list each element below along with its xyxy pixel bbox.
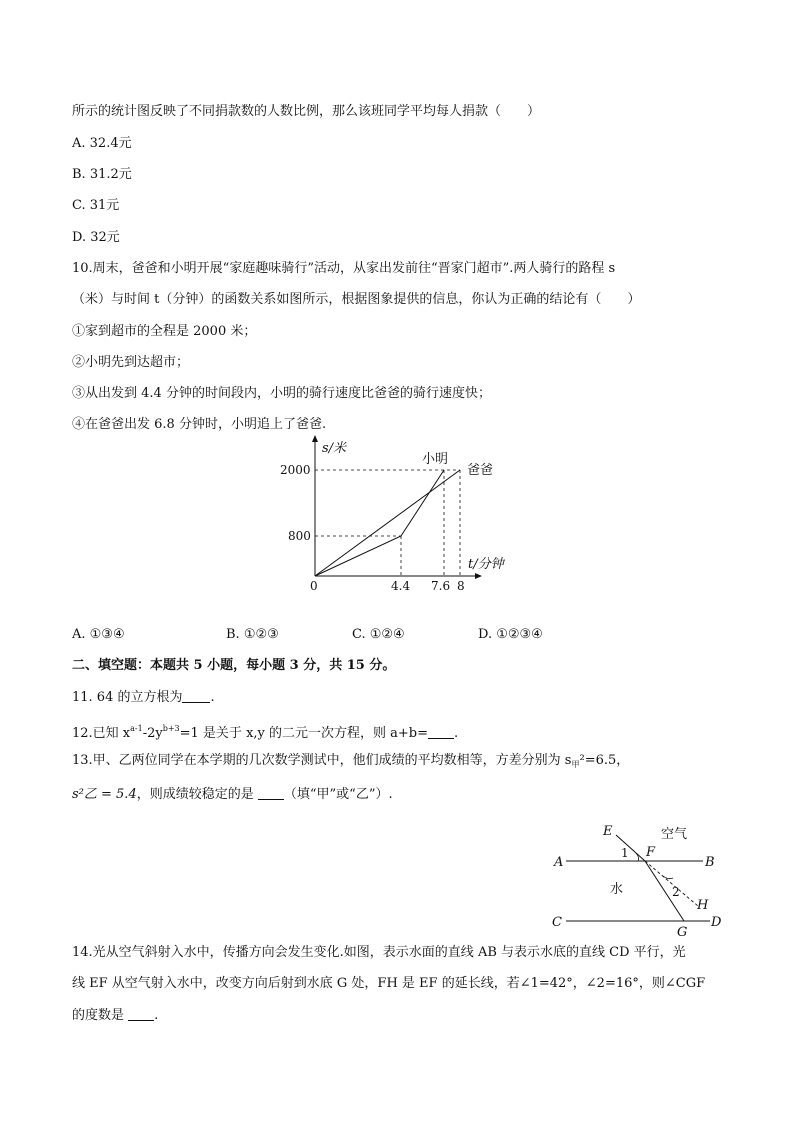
q13-variance-formula: s²乙 = 5.4 <box>72 787 137 802</box>
q12-text-b: -2y <box>142 726 163 741</box>
section2-header: 二、填空题：本题共 5 小题，每小题 3 分，共 15 分。 <box>72 658 396 673</box>
point-d: D <box>711 915 722 930</box>
q12-answer-blank <box>428 726 454 739</box>
q11-answer-blank <box>182 690 210 703</box>
air-label: 空气 <box>661 827 688 842</box>
q10-statement-4: ④在爸爸出发 6.8 分钟时，小明追上了爸爸. <box>72 417 327 432</box>
x-axis-label: t/分钟 <box>468 557 504 572</box>
point-a: A <box>554 855 564 870</box>
q13-line1 <box>72 752 629 774</box>
q12-exponent-1: a-1 <box>130 724 143 733</box>
label-xiaoming: 小明 <box>422 452 449 467</box>
q10-statement-1: ①家到超市的全程是 2000 米； <box>72 324 257 339</box>
angle-2-label: 2 <box>672 885 680 899</box>
q13-line1-a: 13.甲、乙两位同学在本学期的几次数学测试中，他们成绩的平均数相等，方差分别为 s <box>72 753 572 768</box>
point-b: B <box>705 855 715 870</box>
q13-line1-b: ²=6.5， <box>579 753 630 768</box>
point-e: E <box>603 824 613 839</box>
y-tick-800: 800 <box>288 529 311 543</box>
label-baba: 爸爸 <box>467 463 494 478</box>
q11-text-a: 11. 64 的立方根为 <box>72 690 183 705</box>
q9-option-b: B. 31.2元 <box>72 167 132 182</box>
q11-text-b: . <box>210 690 215 705</box>
q13-line2-rest: ，则成绩较稳定的是 <box>136 787 254 802</box>
point-c: C <box>552 915 562 930</box>
q10-line2: （米）与时间 t（分钟）的函数关系如图所示，根据图象提供的信息，你认为正确的结论有（ ） <box>72 292 641 307</box>
y-tick-2000: 2000 <box>280 463 311 477</box>
q12-text <box>72 720 458 743</box>
q14-refraction-figure <box>548 818 728 940</box>
origin-label: 0 <box>310 579 318 593</box>
q10-statement-2: ②小明先到达超市； <box>72 355 190 370</box>
baba-line <box>315 470 460 576</box>
q10-option-d: D. ①②③④ <box>478 627 543 642</box>
ray-fh-dashed <box>645 861 698 906</box>
q10-option-c: C. ①②④ <box>352 627 405 642</box>
q10-line1: 10.周末，爸爸和小明开展“家庭趣味骑行”活动，从家出发前往“晋家门超市”.两人骑行的路程 s <box>72 261 616 276</box>
point-h: H <box>697 898 709 913</box>
angle-1-label: 1 <box>621 846 629 860</box>
q12-text-a: 12.已知 x <box>72 726 131 741</box>
water-label: 水 <box>610 882 624 897</box>
q14-line1: 14.光从空气斜射入水中，传播方向会发生变化.如图，表示水面的直线 AB 与表示水底的直线 CD 平行，光 <box>72 945 686 960</box>
q14-line3-a: 的度数是 <box>72 1008 125 1023</box>
x-tick-4-4: 4.4 <box>391 579 411 593</box>
q12-text-c: =1 是关于 x,y 的二元一次方程，则 a+b= <box>179 726 428 741</box>
q12-text-d: . <box>454 726 459 741</box>
x-tick-8: 8 <box>457 579 465 593</box>
q9-option-a: A. 32.4元 <box>72 136 132 151</box>
q9-option-d: D. 32元 <box>72 230 120 245</box>
q10-distance-time-graph <box>270 430 520 600</box>
point-g: G <box>677 925 688 940</box>
q13-sub-jia: 甲 <box>571 760 580 769</box>
q14-answer-blank <box>128 1008 154 1021</box>
q14-line3 <box>72 1007 158 1025</box>
q13-line2 <box>72 786 393 804</box>
point-f: F <box>646 845 656 860</box>
q10-option-b: B. ①②③ <box>226 627 279 642</box>
q9-text: 所示的统计图反映了不同捐款数的人数比例，那么该班同学平均每人捐款（ ） <box>72 104 541 119</box>
q14-line3-b: . <box>154 1008 159 1023</box>
q13-line2-tail: （填“甲”或“乙”）. <box>283 787 393 802</box>
xiaoming-line <box>315 470 444 576</box>
q9-option-c: C. 31元 <box>72 198 120 213</box>
x-tick-7-6: 7.6 <box>431 579 451 593</box>
q14-line2: 线 EF 从空气射入水中，改变方向后射到水底 G 处，FH 是 EF 的延长线，若∠1=42°，∠2=16°，则∠CGF <box>72 976 706 991</box>
q10-option-a: A. ①③④ <box>72 627 125 642</box>
q12-exponent-2: b+3 <box>162 724 180 733</box>
q11-text <box>72 689 215 707</box>
q10-statement-3: ③从出发到 4.4 分钟的时间段内，小明的骑行速度比爸爸的骑行速度快； <box>72 386 491 401</box>
q13-answer-blank <box>258 787 284 800</box>
y-axis-label: s/米 <box>322 441 347 456</box>
